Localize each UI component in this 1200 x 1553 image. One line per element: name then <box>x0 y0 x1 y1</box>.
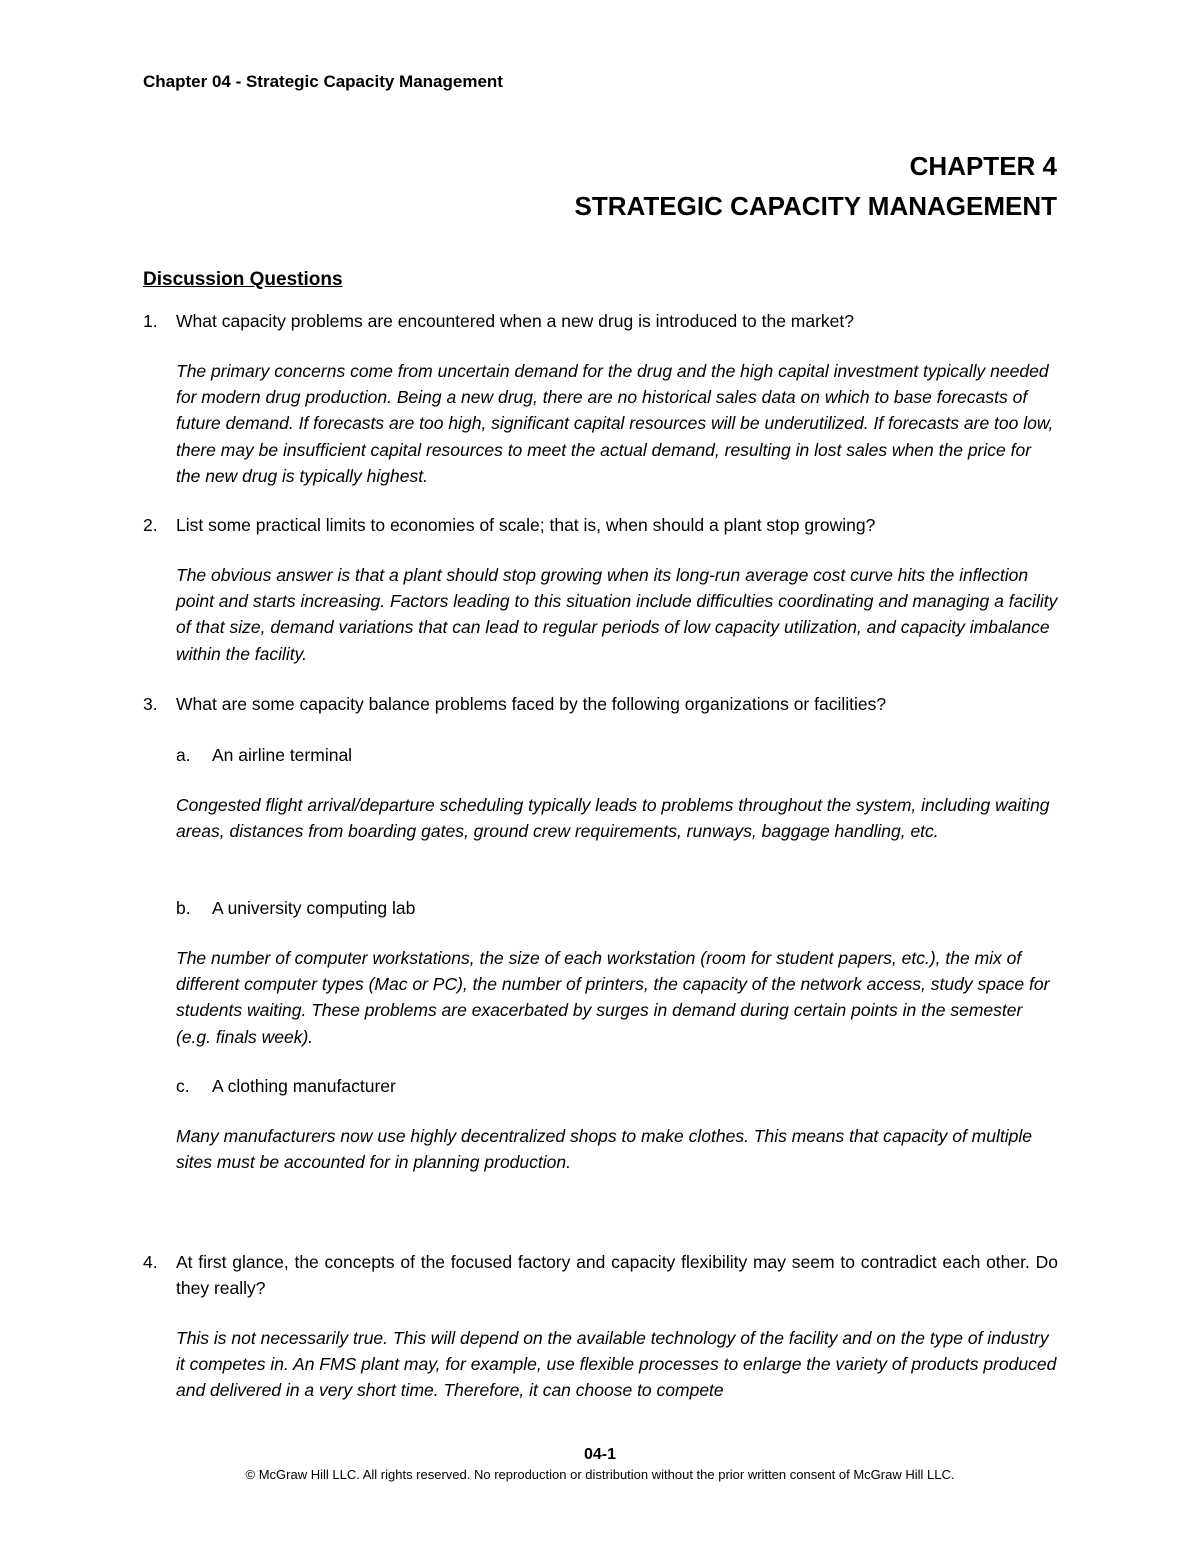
answer-1: The primary concerns come from uncertain demand for the drug and the high capital investment typically needed for modern drug production. Being a new drug, there are no historical sales data on which to base forecasts of future demand. If forecasts are too high, significant capital resources will be underutilized. If forecasts are too low, there may be insufficient capital resources to meet the actual demand, resulting in lost sales when the price for the new drug is typically highest. <box>176 361 1054 486</box>
question-text: At first glance, the concepts of the focused factory and capacity flexibility may seem to contradict each other. Do they really? <box>176 1252 1058 1298</box>
question-1 <box>143 308 1058 334</box>
question-text: What are some capacity balance problems faced by the following organizations or facilities? <box>176 694 887 714</box>
subitem-letter: c. <box>176 1076 190 1096</box>
question-text: List some practical limits to economies of scale; that is, when should a plant stop growing? <box>176 515 876 535</box>
answer-3b: The number of computer workstations, the size of each workstation (room for student papers, etc.), the mix of different computer types (Mac or PC), the number of printers, the capacity of the network access, study space for students waiting. These problems are exacerbated by surges in demand during certain points in the semester (e.g. finals week). <box>176 948 1050 1047</box>
copyright-notice: © McGraw Hill LLC. All rights reserved. No reproduction or distribution without the prior written consent of McGraw Hill LLC. <box>245 1467 955 1482</box>
question-2 <box>143 512 1058 538</box>
subitem-b <box>176 895 1058 921</box>
subitem-c <box>176 1073 1058 1099</box>
subitem-label: A university computing lab <box>212 898 416 918</box>
question-3 <box>143 691 1058 717</box>
page-number: 04-1 <box>583 1446 617 1463</box>
answer-2: The obvious answer is that a plant should stop growing when its long-run average cost curve hits the inflection point and starts increasing. Factors leading to this situation include difficulties coordinating and managing a facility of that size, demand variations that can lead to regular periods of low capacity utilization, and capacity imbalance within the facility. <box>176 565 1058 664</box>
question-text: What capacity problems are encountered when a new drug is introduced to the market? <box>176 311 855 331</box>
question-4 <box>143 1249 1058 1301</box>
answer-3a: Congested flight arrival/departure scheduling typically leads to problems throughout the system, including waiting areas, distances from boarding gates, ground crew requirements, runways, baggage handling, etc. <box>176 795 1050 842</box>
question-number: 4. <box>143 1252 158 1272</box>
chapter-name: STRATEGIC CAPACITY MANAGEMENT <box>574 191 1057 221</box>
subitem-label: A clothing manufacturer <box>212 1076 396 1096</box>
answer-3c: Many manufacturers now use highly decentralized shops to make clothes. This means that capacity of multiple sites must be accounted for in planning production. <box>176 1126 1032 1173</box>
chapter-number: CHAPTER 4 <box>909 151 1057 181</box>
subitem-letter: a. <box>176 745 191 765</box>
question-number: 2. <box>143 515 158 535</box>
subitem-letter: b. <box>176 898 191 918</box>
question-number: 1. <box>143 311 158 331</box>
subitem-a <box>176 742 1058 768</box>
subitem-label: An airline terminal <box>212 745 353 765</box>
question-number: 3. <box>143 694 158 714</box>
running-header: Chapter 04 - Strategic Capacity Management <box>143 72 503 91</box>
answer-4: This is not necessarily true. This will depend on the available technology of the facility and on the type of industry it competes in. An FMS plant may, for example, use flexible processes to enlarge the variety of products produced and delivered in a very short time. Therefore, it can choose to compete <box>176 1328 1057 1401</box>
section-heading: Discussion Questions <box>143 269 343 290</box>
chapter-title <box>575 146 1057 226</box>
